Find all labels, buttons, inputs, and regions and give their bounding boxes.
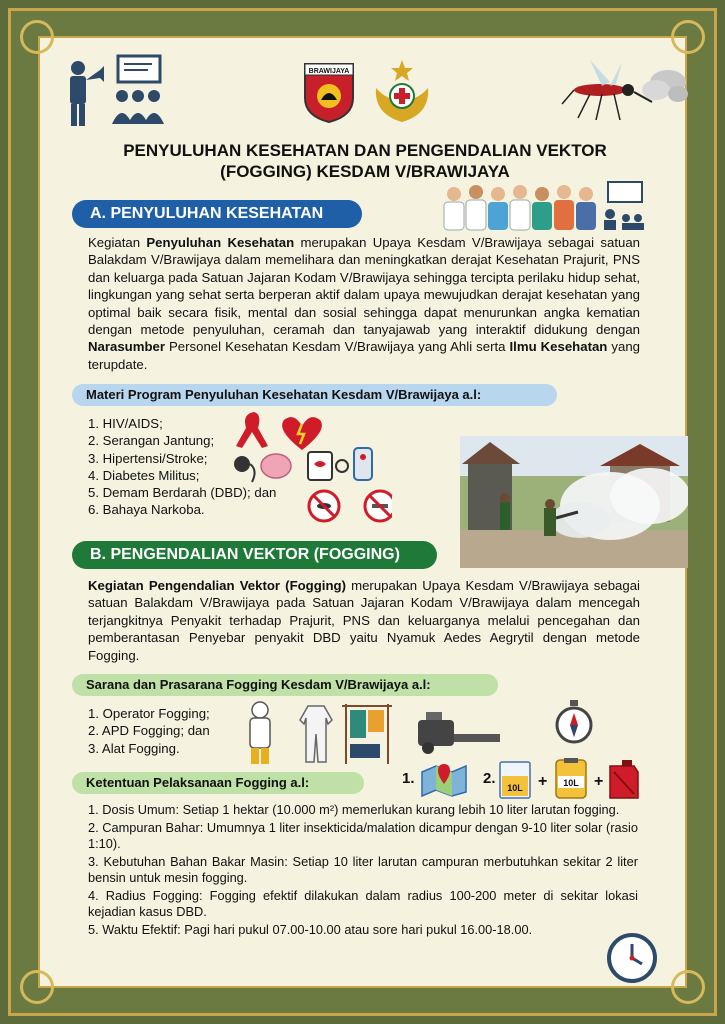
section-b-paragraph: Kegiatan Pengendalian Vektor (Fogging) merupakan Upaya Kesdam V/Brawijaya sebagai satuan Balakdam V/Brawijaya pada Satuan Jajaran Kodam V/Brawijaya dalam mencegah terjangkitnya Penyakit terhadap Prajurit, PNS dan keluarganya melalui pencegahan dan pemberantasan Penyebar penyakit DBD yaitu Nyamuk Aedes Aegrytil dengan metode Fogging. [88, 578, 640, 663]
materi-heading: Materi Program Penyuluhan Kesehatan Kesdam V/Brawijaya a.l: [72, 384, 557, 406]
step-1-label: 1. [402, 770, 415, 787]
corner-ornament [671, 20, 705, 54]
svg-text:10L: 10L [563, 778, 579, 788]
title-line-1: PENYULUHAN KESEHATAN DAN PENGENDALIAN VEKTOR [123, 141, 607, 160]
list-item: 2. APD Fogging; dan [88, 723, 210, 739]
clock-icon [606, 932, 658, 984]
list-item: 3. Alat Fogging. [88, 740, 180, 756]
mosquito-icon [560, 56, 690, 126]
list-item: 3. Kebutuhan Bahan Bakar Masin: Setiap 10 liter larutan campuran merbutuhkan sekitar 2 liter bensin untuk mesin fogging. [88, 853, 638, 885]
brawijaya-logo [303, 62, 355, 124]
compass-icon [554, 700, 594, 744]
sarana-list [88, 705, 210, 757]
list-item: 5. Demam Berdarah (DBD); dan [88, 485, 277, 501]
list-item: 4. Diabetes Militus; [88, 467, 200, 483]
svg-text:+: + [594, 773, 604, 790]
coverall-icon [300, 706, 332, 762]
corner-ornament [671, 970, 705, 1004]
list-item: 3. Hipertensi/Stroke; [88, 450, 208, 466]
svg-text:+: + [538, 773, 548, 790]
section-b-heading: B. PENGENDALIAN VEKTOR (FOGGING) [72, 541, 437, 569]
fogging-machine-icon [418, 720, 454, 746]
brain-icon [261, 454, 291, 478]
fogging-photo [460, 436, 688, 568]
list-item: 5. Waktu Efektif: Pagi hari pukul 07.00-10.00 atau sore hari pukul 16.00-18.00. [88, 921, 533, 937]
list-item: 2. Serangan Jantung; [88, 433, 215, 449]
section-a-paragraph: Kegiatan Penyuluhan Kesehatan merupakan Upaya Kesdam V/Brawijaya sebagai satuan Balakdam V/Brawijaya dalam memelihara dan meningkatkan derajat Kesehatan Prajurit, PNS dan keluarga pada Satuan Jajaran Kodam V/Brawijaya sehingga tercipta perilaku hidup sehat, lingkungan yang sehat serta berperan aktif dalam upaya mewujudkan derajat kesehatan yang optimal baik secara fisik, mental dan sosial sehingga dapat menurunkan angka kematian dengan metode penyuluhan, ceramah dan tanyajawab yang interaktif didukung dengan Narasumber Personel Kesehatan Kesdam V/Brawijaya yang Ahli serta Ilmu Kesehatan yang terupdate. [88, 235, 640, 372]
list-item: 1. HIV/AIDS; [88, 416, 163, 431]
presenter-icon [60, 52, 172, 130]
kesdam-emblem [368, 58, 436, 126]
svg-text:BRAWIJAYA: BRAWIJAYA [308, 68, 350, 75]
mixture-icons [498, 758, 644, 800]
list-item: 1. Operator Fogging; [88, 706, 210, 721]
title-line-2: (FOGGING) KESDAM V/BRAWIJAYA [220, 162, 510, 181]
list-item: 4. Radius Fogging: Fogging efektif dilakukan dalam radius 100-200 meter di sekitar lokasi kejadian kasus DBD. [88, 887, 638, 919]
corner-ornament [20, 20, 54, 54]
ketentuan-heading: Ketentuan Pelaksanaan Fogging a.l: [72, 772, 364, 794]
map-icon [420, 762, 468, 798]
medical-staff-icon [440, 180, 650, 232]
list-item: 6. Bahaya Narkoba. [88, 502, 205, 518]
glucometer-icon [354, 448, 372, 480]
corner-ornament [20, 970, 54, 1004]
list-item: 1. Dosis Umum: Setiap 1 hektar (10.000 m²) memerlukan kurang lebih 10 liter larutan fogging. [88, 802, 620, 817]
step-2-label: 2. [483, 770, 496, 787]
section-a-heading: A. PENYULUHAN KESEHATAN [72, 200, 362, 228]
health-topics-icons [232, 410, 392, 528]
sarana-heading: Sarana dan Prasarana Fogging Kesdam V/Brawijaya a.l: [72, 674, 498, 696]
red-ribbon-icon [236, 412, 268, 448]
svg-text:10L: 10L [507, 783, 523, 793]
poster-title [80, 140, 650, 182]
list-item: 2. Campuran Bahar: Umumnya 1 liter insekticida/malation dicampur dengan 9-10 liter solar (rasio 1:10). [88, 819, 638, 851]
operator-icon [252, 702, 268, 718]
equipment-icons [242, 698, 502, 768]
ketentuan-list [88, 802, 638, 939]
